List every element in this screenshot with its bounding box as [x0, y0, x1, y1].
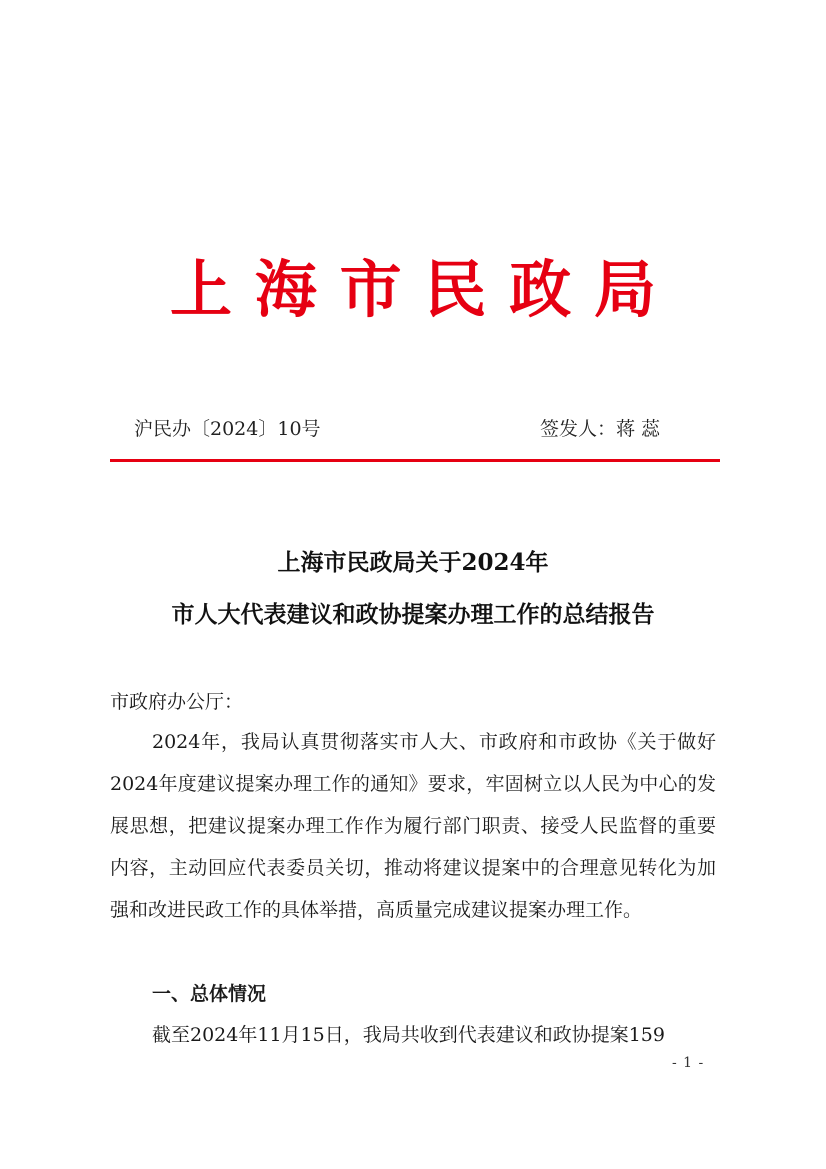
page-number: - 1 - [672, 1055, 705, 1071]
section-heading-1: 一、总体情况 [152, 983, 267, 1005]
report-title-line1: 上海市民政局关于2024年 [277, 549, 549, 576]
header-char: 市 [339, 253, 402, 326]
header-char: 政 [509, 253, 572, 326]
document-number: 沪民办〔2024〕10号 [134, 418, 321, 440]
header-char: 上 [170, 253, 233, 326]
salutation: 市政府办公厅： [110, 691, 244, 713]
red-divider [110, 459, 720, 462]
report-title-line2: 市人大代表建议和政协提案办理工作的总结报告 [171, 601, 655, 628]
header-char: 海 [254, 253, 317, 326]
issuer-header [100, 250, 726, 330]
signer: 签发人：蒋 蕊 [540, 418, 661, 440]
header-char: 民 [424, 253, 487, 326]
body-paragraph-2: 截至2024年11月15日，我局共收到代表建议和政协提案159 [152, 1024, 665, 1046]
header-char: 局 [593, 253, 656, 326]
body-paragraph-1: 2024年，我局认真贯彻落实市人大、市政府和市政协《关于做好2024年度建议提案办理工作的通知》要求，牢固树立以人民为中心的发展思想，把建议提案办理工作作为履行部门职责、接受人民监督的重要内容，主动回应代表委员关切，推动将建议提案中的合理意见转化为加强和改进民政工作的具体举措，高质量完成建议提案办理工作。 [110, 731, 716, 921]
